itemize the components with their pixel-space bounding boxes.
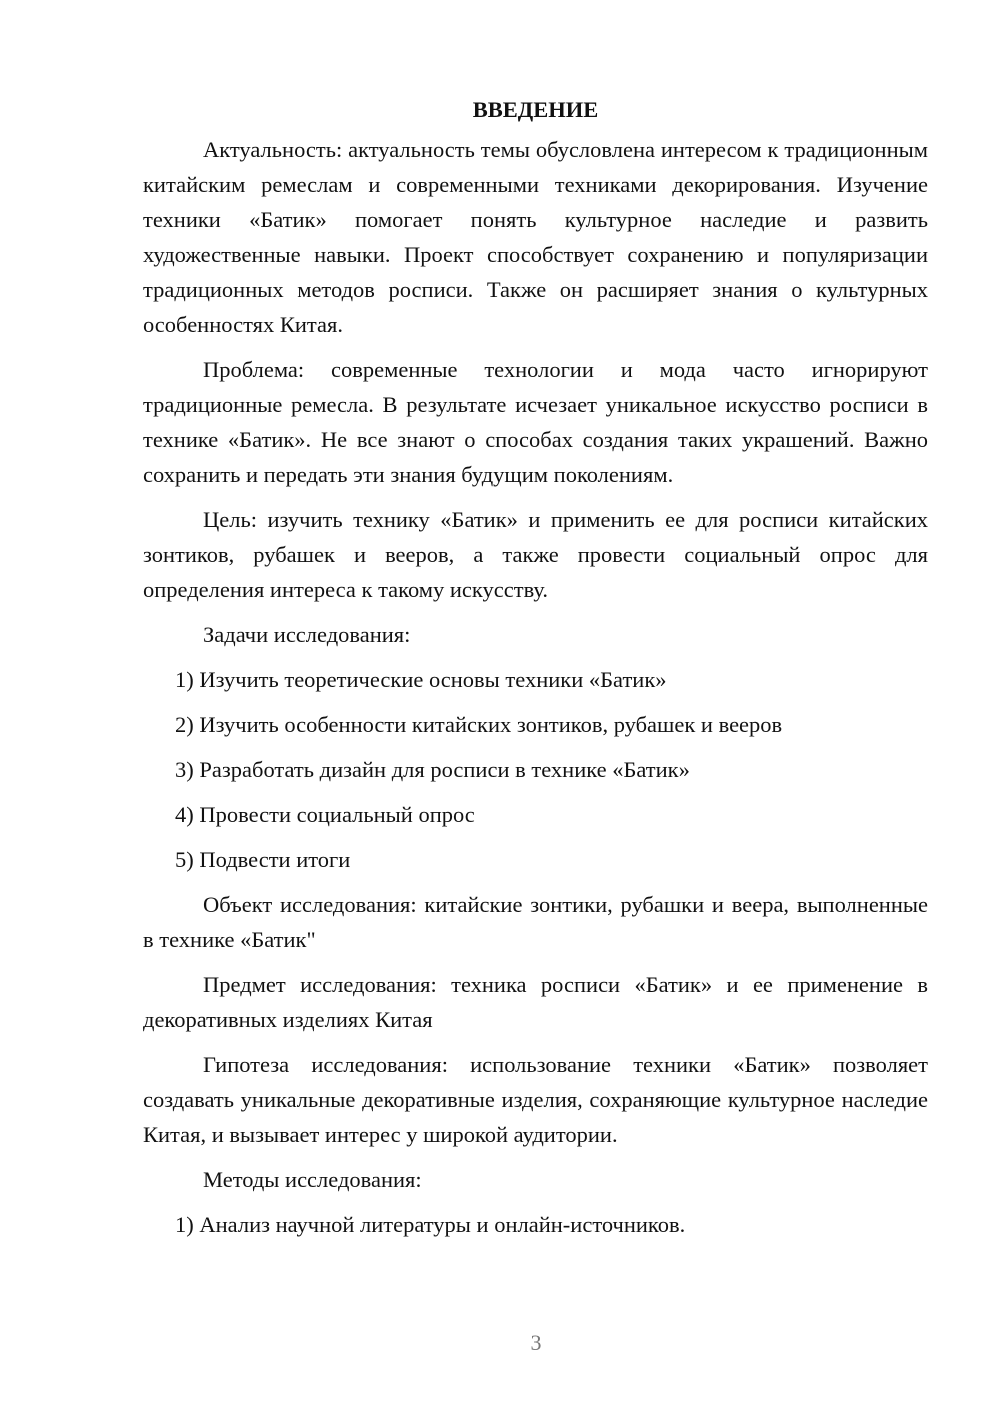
object-paragraph: Объект исследования: китайские зонтики, рубашки и веера, выполненные в технике «Батик" <box>143 892 928 952</box>
tasks-heading: Задачи исследования: <box>203 622 411 647</box>
goal-paragraph: Цель: изучить технику «Батик» и применить ее для росписи китайских зонтиков, рубашек и вееров, а также провести социальный опрос для определения интереса к такому искусству. <box>143 507 928 602</box>
subject-paragraph: Предмет исследования: техника росписи «Батик» и ее применение в декоративных изделиях Китая <box>143 972 928 1032</box>
relevance-paragraph: Актуальность: актуальность темы обусловлена интересом к традиционным китайским ремеслам и современными техниками декорирования. Изучение техники «Батик» помогает понять культурное наследие и развить художественные навыки. Проект способствует сохранению и популяризации традиционных методов росписи. Также он расширяет знания о культурных особенностях Китая. <box>143 137 928 337</box>
document-page <box>143 92 928 1252</box>
page-title: ВВЕДЕНИЕ <box>472 97 599 122</box>
tasks-list <box>143 662 928 877</box>
problem-paragraph: Проблема: современные технологии и мода часто игнорируют традиционные ремесла. В результате исчезает уникальное искусство росписи в технике «Батик». Не все знают о способах создания таких украшений. Важно сохранить и передать эти знания будущим поколениям. <box>143 357 928 487</box>
list-item: 1) Анализ научной литературы и онлайн-источников. <box>175 1212 686 1237</box>
list-item: 5) Подвести итоги <box>175 847 351 872</box>
list-item: 4) Провести социальный опрос <box>175 802 475 827</box>
methods-list <box>143 1207 928 1242</box>
list-item: 1) Изучить теоретические основы техники «Батик» <box>175 667 667 692</box>
hypothesis-paragraph: Гипотеза исследования: использование техники «Батик» позволяет создавать уникальные декоративные изделия, сохраняющие культурное наследие Китая, и вызывает интерес у широкой аудитории. <box>143 1052 928 1147</box>
methods-heading: Методы исследования: <box>203 1167 422 1192</box>
page-number: 3 <box>530 1330 542 1355</box>
list-item: 2) Изучить особенности китайских зонтиков, рубашек и вееров <box>175 712 783 737</box>
list-item: 3) Разработать дизайн для росписи в технике «Батик» <box>175 757 690 782</box>
